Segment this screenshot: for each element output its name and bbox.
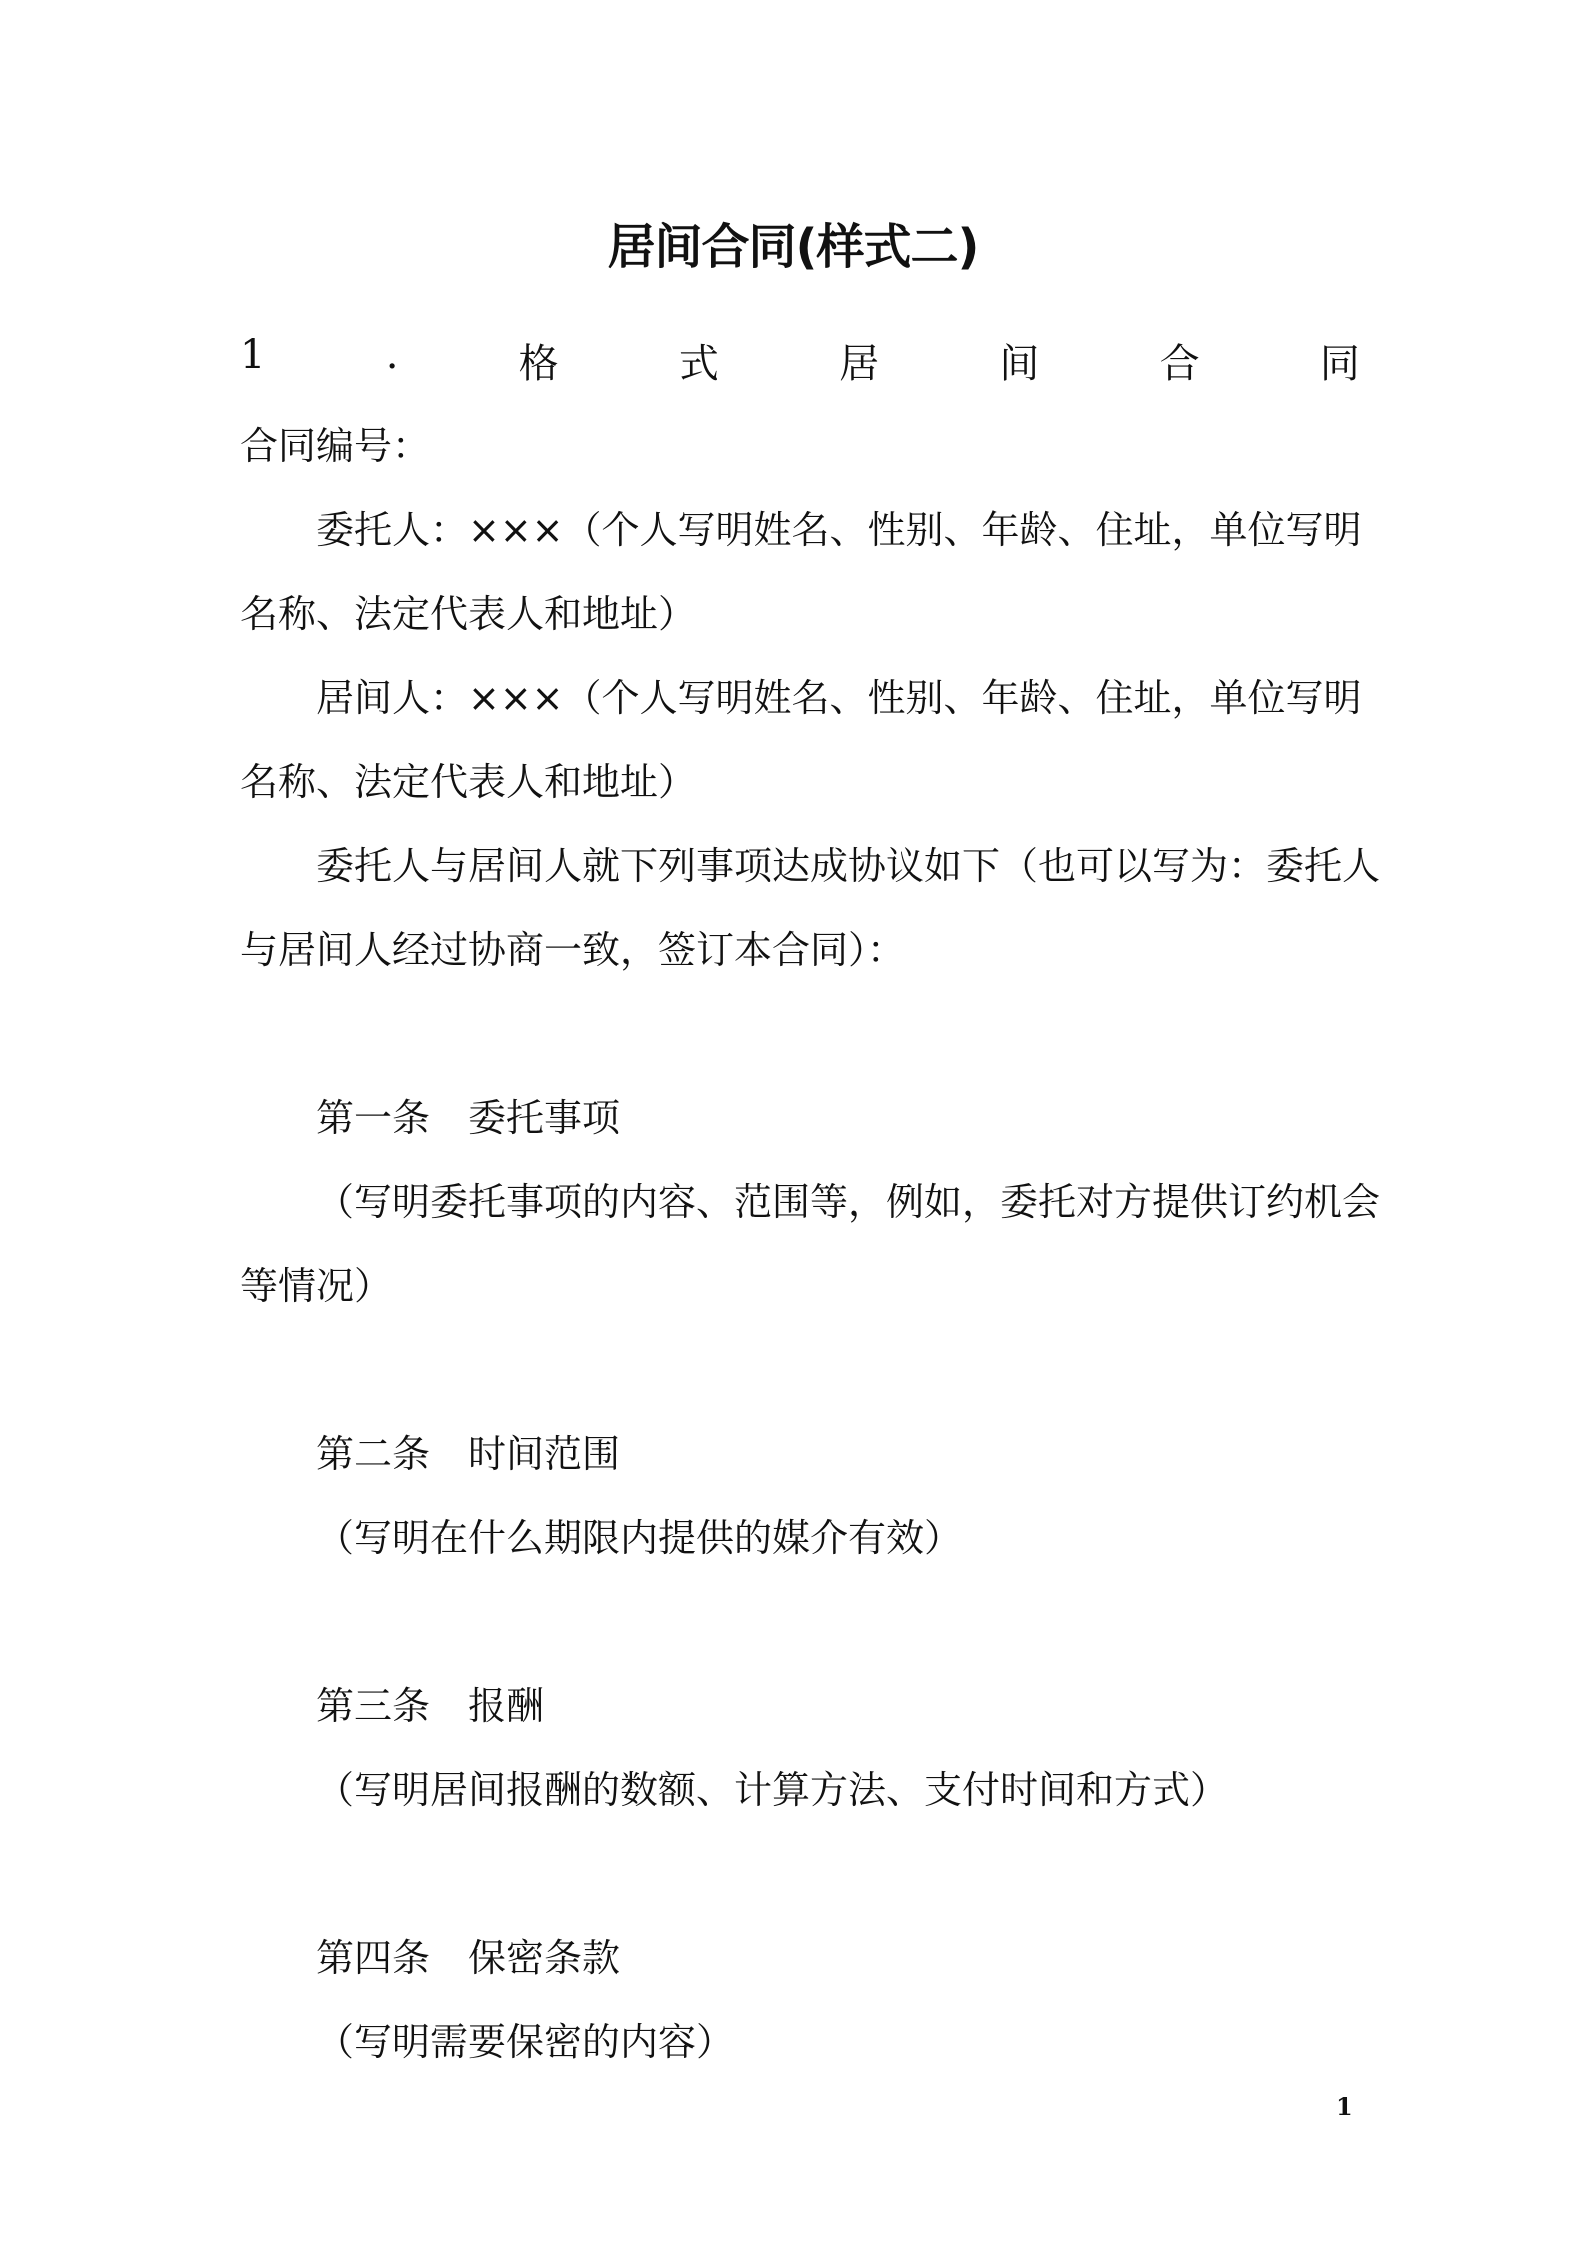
intermediary-line-1: 居间人：×××（个人写明姓名、性别、年龄、住址，单位写明 [316,676,1362,720]
article-4-body: （写明需要保密的内容） [316,2020,735,2064]
article-4-title: 第四条 保密条款 [316,1936,621,1980]
page-number: 1 [1336,2092,1353,2121]
heading-char: 居 [839,341,880,387]
client-line-2: 名称、法定代表人和地址） [240,592,697,636]
article-3-title: 第三条 报酬 [316,1684,545,1728]
article-3-body: （写明居间报酬的数额、计算方法、支付时间和方式） [316,1768,1229,1812]
article-2-body: （写明在什么期限内提供的媒介有效） [316,1516,963,1560]
heading-char: 间 [999,341,1040,387]
heading-char: 式 [678,341,719,387]
intermediary-line-2: 名称、法定代表人和地址） [240,760,697,804]
document-title: 居间合同(样式二) [607,219,979,275]
heading-char: 1 [240,332,266,378]
article-2-title: 第二条 时间范围 [316,1432,621,1476]
heading-char: 格 [518,341,559,387]
client-line-1: 委托人：×××（个人写明姓名、性别、年龄、住址，单位写明 [316,508,1362,552]
contract-number-label: 合同编号： [240,424,431,468]
article-1-title: 第一条 委托事项 [316,1096,621,1140]
article-1-body-line-2: 等情况） [240,1264,393,1308]
heading-char: 合 [1159,341,1200,387]
agreement-line-2: 与居间人经过协商一致，签订本合同）： [240,928,906,972]
agreement-line-1: 委托人与居间人就下列事项达成协议如下（也可以写为：委托人 [316,844,1381,888]
heading-char: . [385,332,399,378]
article-1-body-line-1: （写明委托事项的内容、范围等，例如，委托对方提供订约机会 [316,1180,1381,1224]
section-heading [240,332,1360,388]
heading-char: 同 [1319,341,1360,387]
